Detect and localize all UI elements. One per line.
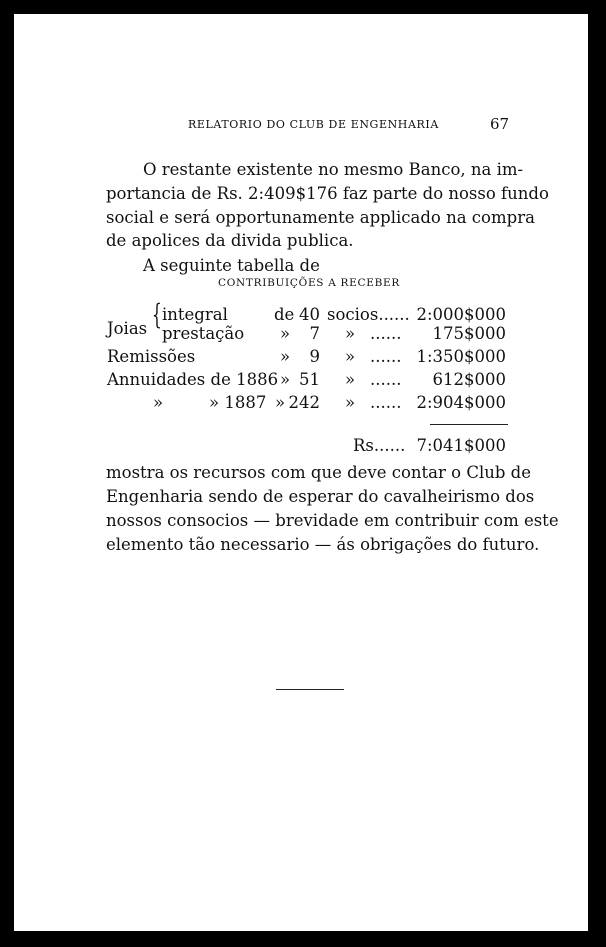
row-label: » 1887 [209,393,267,412]
row-dots: ...... [370,370,402,389]
row-label-ditto: » [153,393,164,412]
paragraph-1-line-3: social e será opportunamente applicado na compra [106,208,535,227]
paragraph-1-line-1: O restante existente no mesmo Banco, na im- [143,160,524,179]
row-dots: ...... [370,324,402,343]
row-value: 1:350$000 [416,347,506,366]
row-count: 242 [288,393,320,412]
brace-symbol: { [152,298,162,331]
row-label: Annuidades de 1886 [107,370,279,389]
row-unit: » [345,370,356,389]
row-unit: » [345,347,356,366]
row-dots: ...... [370,393,402,412]
joias-label: Joias [107,319,148,338]
running-header: RELATORIO DO CLUB DE ENGENHARIA [188,118,439,131]
row-de: de [274,305,295,324]
total-value: 7:041$000 [416,436,506,455]
row-de: » [280,324,291,343]
book-page [14,14,588,931]
paragraph-2-line-2: Engenharia sendo de esperar do cavalheirismo dos [106,487,535,506]
row-label: prestação [162,324,245,343]
row-count: 7 [309,324,320,343]
row-count: 51 [299,370,320,389]
row-label: Remissões [107,347,196,366]
row-unit: » [345,393,356,412]
row-value: 612$000 [432,370,506,389]
row-label: integral [162,305,228,324]
row-value: 175$000 [432,324,506,343]
table-intro-line: A seguinte tabella de [143,256,320,275]
paragraph-2-line-1: mostra os recursos com que deve contar o Club de [106,463,531,482]
table-title: CONTRIBUIÇÕES A RECEBER [218,277,401,289]
row-dots: ...... [370,347,402,366]
sum-rule [430,424,508,425]
paragraph-2-line-4: elemento tão necessario — ás obrigações do futuro. [106,535,540,554]
total-label: Rs...... [353,436,406,455]
row-unit: » [345,324,356,343]
row-value: 2:000$000 [416,305,506,324]
row-de: » [280,347,291,366]
end-rule [276,689,344,690]
row-value: 2:904$000 [416,393,506,412]
row-unit: socios...... [327,305,410,324]
row-count: 9 [309,347,320,366]
paragraph-1-line-2: portancia de Rs. 2:409$176 faz parte do nosso fundo [106,184,549,203]
row-de: » [275,393,286,412]
paragraph-1-line-4: de apolices da divida publica. [106,231,354,250]
paragraph-2-line-3: nossos consocios — brevidade em contribuir com este [106,511,559,530]
row-de: » [280,370,291,389]
page-number: 67 [490,115,510,133]
row-count: 40 [299,305,320,324]
